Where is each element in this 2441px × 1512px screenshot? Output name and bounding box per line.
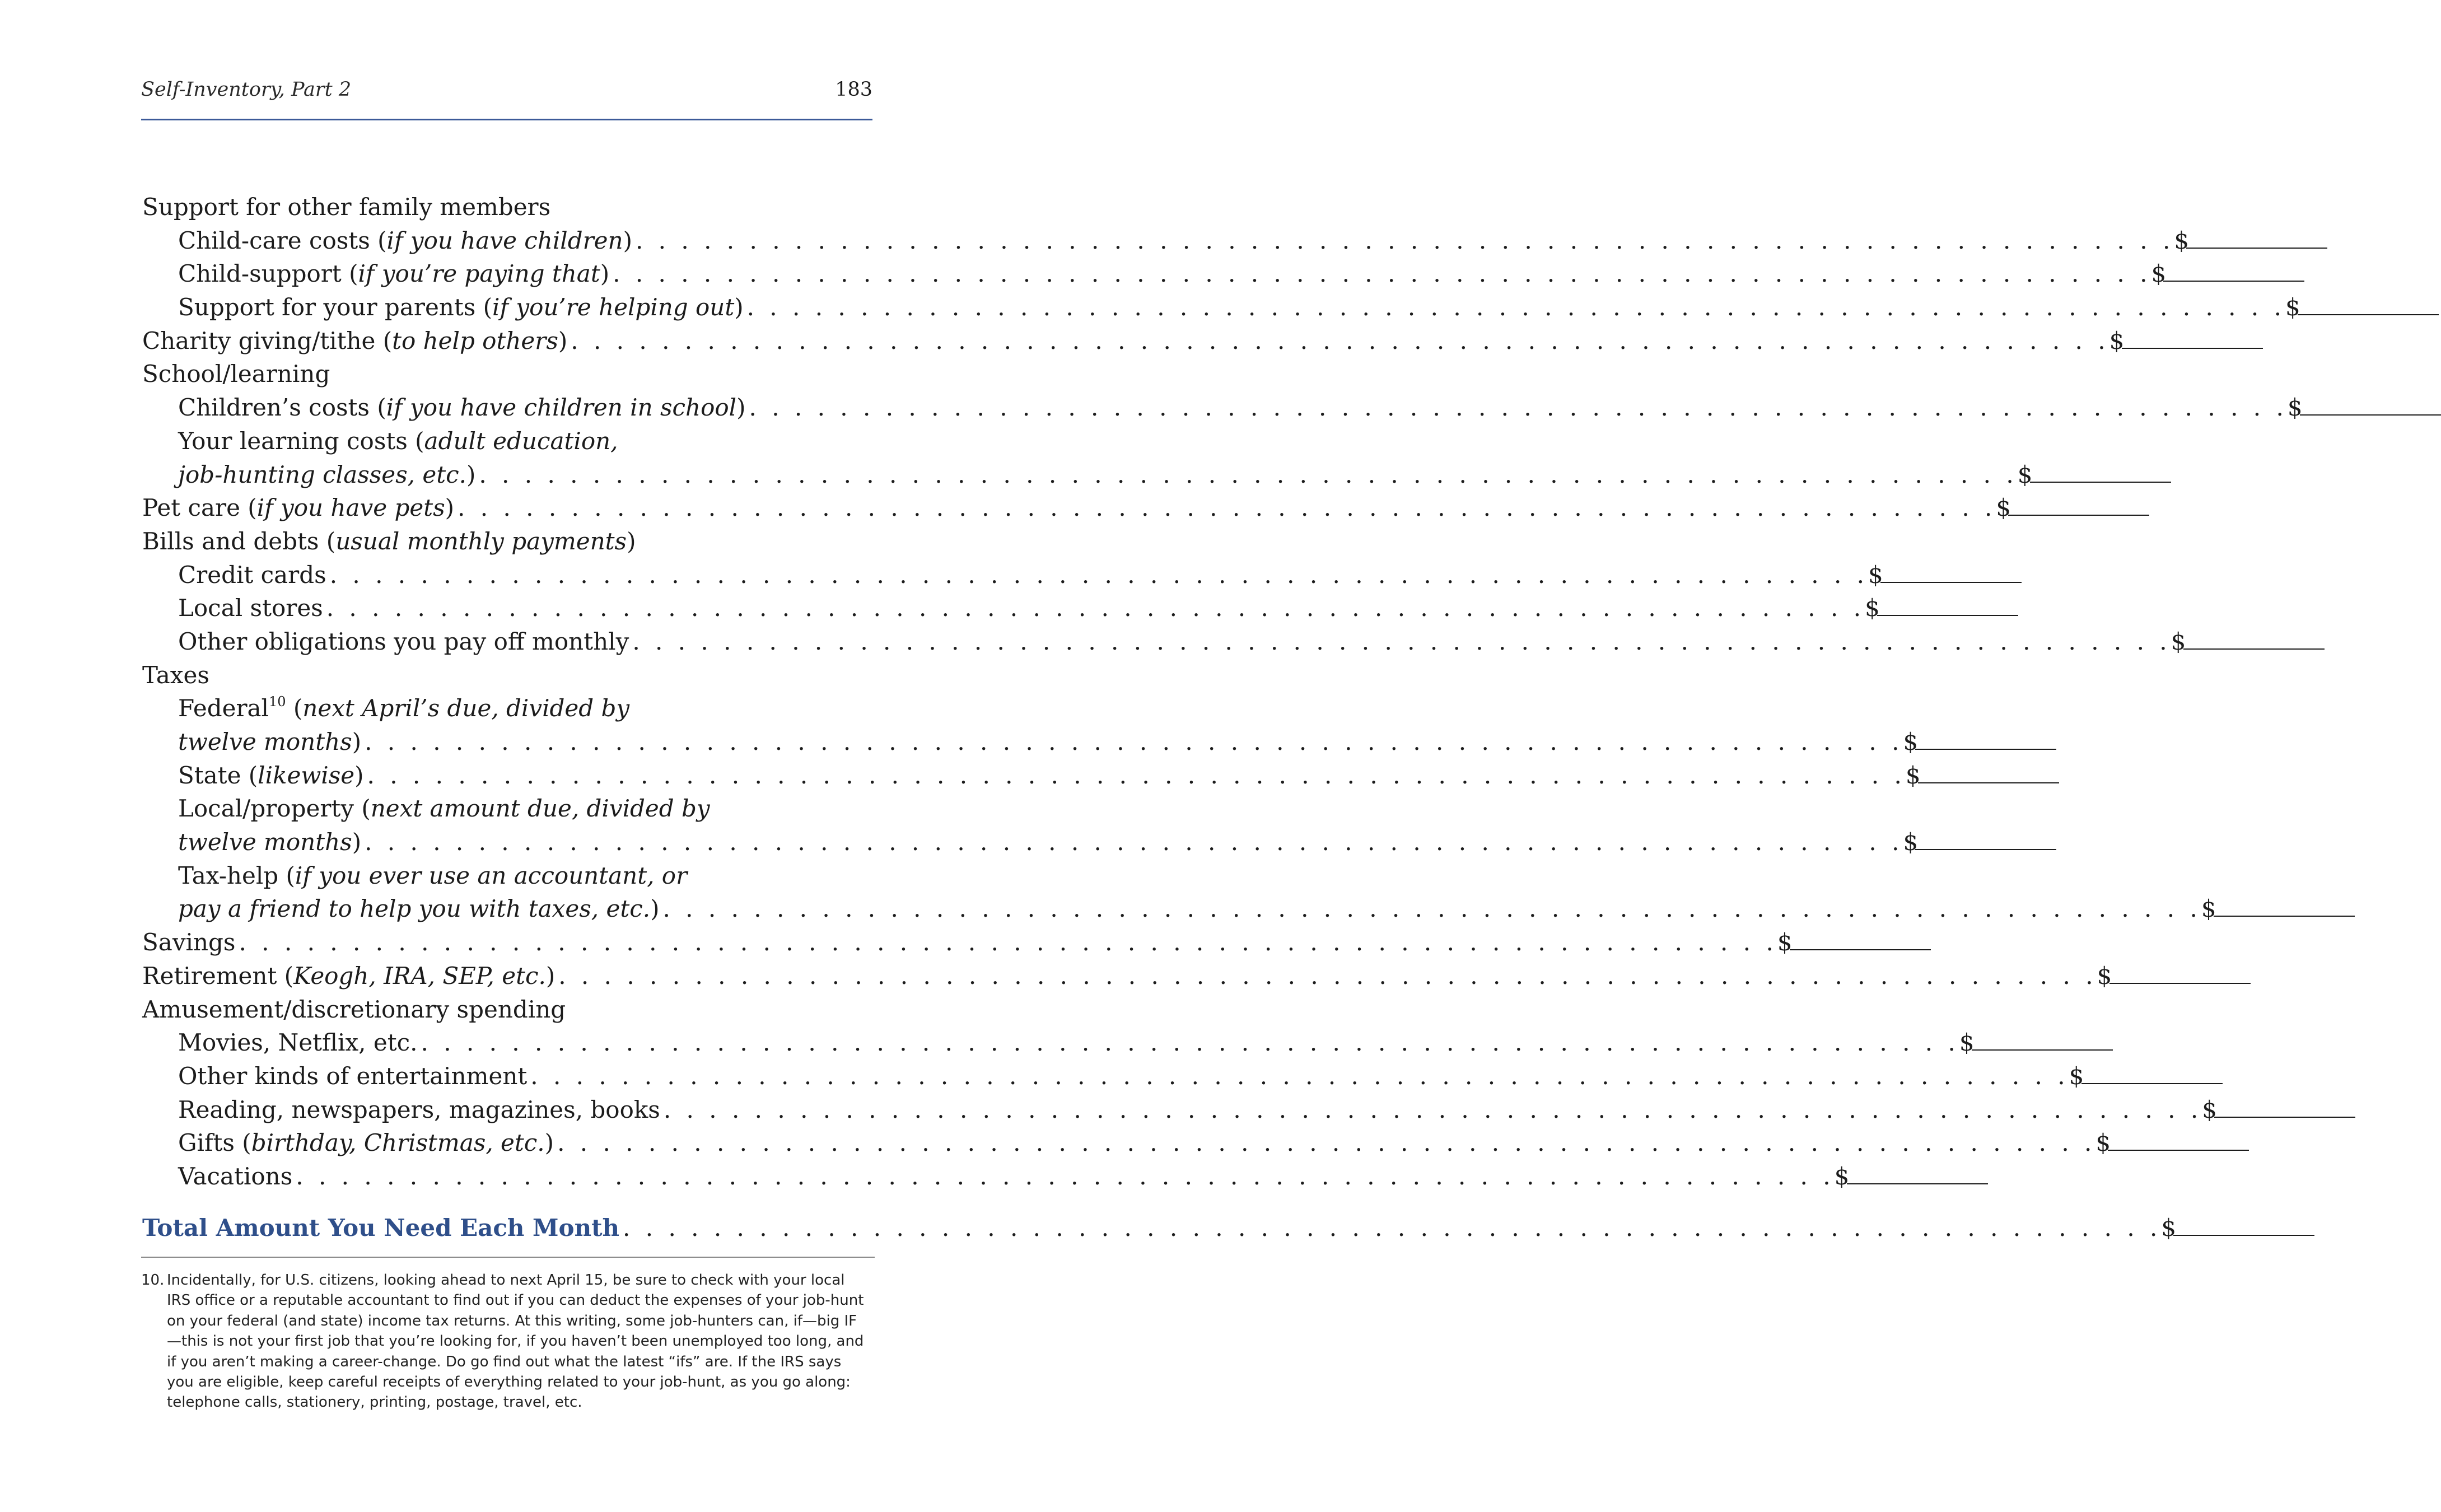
amount-blank[interactable] xyxy=(1915,827,2056,850)
dot-leader: . . . . . . . . . . . . . . . . . . . . . . . . . . . . . . . . . . . . . . . . . . . . . . . . . . . . . . . . . . . . . . . . . . . . xyxy=(479,460,2018,488)
total-label: Total Amount You Need Each Month xyxy=(142,1214,620,1242)
line-label: Other obligations you pay off monthly xyxy=(178,627,629,655)
amount-blank[interactable] xyxy=(2298,292,2439,315)
line-label: Retirement (Keogh, IRA, SEP, etc.) xyxy=(142,962,556,990)
expense-line xyxy=(142,759,1921,792)
dot-leader: . . . . . . . . . . . . . . . . . . . . . . . . . . . . . . . . . . . . . . . . . . . . . . . . . . . . . . . . . . . . . . . . . . . . xyxy=(635,226,2174,254)
dollar-sign: $ xyxy=(1905,761,1921,789)
dot-leader: . . . . . . . . . . . . . . . . . . . . . . . . . . . . . . . . . . . . . . . . . . . . . . . . . . . . . . . . . . . . . . . . . . . . xyxy=(662,895,2201,923)
footnote-text: Incidentally, for U.S. citizens, looking ahead to next April 15, be sure to check with your local IRS office or a reputable accountant to find out if you can deduct the expenses of your job-hunt on your federal (and state) income tax returns. At this writing, some job-hunters can, if—big IF—this is not your first job that you’re looking for, if you haven’t been unemployed too long, and if you aren’t making a career-change. Do go find out what the latest “ifs” are. If the IRS says you are eligible, keep careful receipts of everything related to your job-hunt, as you go along: telephone calls, stationery, printing, postage, travel, etc. xyxy=(167,1272,864,1411)
dollar-sign: $ xyxy=(2069,1062,2084,1090)
line-label: Local/property (next amount due, divided by xyxy=(178,795,710,823)
line-label: Other kinds of entertainment xyxy=(178,1062,528,1090)
dollar-sign: $ xyxy=(2095,1129,2111,1157)
dot-leader: . . . . . . . . . . . . . . . . . . . . . . . . . . . . . . . . . . . . . . . . . . . . . . . . . . . . . . . . . . . . . . . . . . . . xyxy=(296,1162,1835,1190)
dot-leader: . . . . . . . . . . . . . . . . . . . . . . . . . . . . . . . . . . . . . . . . . . . . . . . . . . . . . . . . . . . . . . . . . . . . xyxy=(746,293,2285,321)
dollar-sign: $ xyxy=(1959,1029,1975,1057)
dot-leader: . . . . . . . . . . . . . . . . . . . . . . . . . . . . . . . . . . . . . . . . . . . . . . . . . . . . . . . . . . . . . . . . . . . . xyxy=(367,761,1906,789)
line-label: State (likewise) xyxy=(178,761,364,789)
dot-leader: . . . . . . . . . . . . . . . . . . . . . . . . . . . . . . . . . . . . . . . . . . . . . . . . . . . . . . . . . . . . . . . . . . . . xyxy=(613,260,2151,288)
dollar-sign: $ xyxy=(2202,1095,2217,1123)
amount-blank[interactable] xyxy=(2122,325,2263,349)
line-label: Children’s costs (if you have children in school) xyxy=(178,394,746,422)
amount-blank[interactable] xyxy=(1877,592,2018,616)
dollar-sign: $ xyxy=(2109,326,2125,354)
expense-line xyxy=(142,1126,2111,1160)
expense-line xyxy=(142,324,2125,358)
line-label: Savings xyxy=(142,928,236,956)
expense-line xyxy=(142,725,1919,759)
dot-leader: . . . . . . . . . . . . . . . . . . . . . . . . . . . . . . . . . . . . . . . . . . . . . . . . . . . . . . . . . . . . . . . . . . . . xyxy=(239,928,1777,956)
dollar-sign: $ xyxy=(2285,293,2300,321)
monthly-expense-form xyxy=(142,190,2303,1250)
dot-leader: . . . . . . . . . . . . . . . . . . . . . . . . . . . . . . . . . . . . . . . . . . . . . . . . . . . . . . . . . . . . . . . . . . . . xyxy=(623,1214,2162,1242)
category-heading xyxy=(142,525,870,558)
line-label: Credit cards xyxy=(178,561,326,589)
expense-line xyxy=(142,825,1919,859)
category-heading xyxy=(142,190,870,224)
line-label: Amusement/discretionary spending xyxy=(142,995,566,1023)
dot-leader: . . . . . . . . . . . . . . . . . . . . . . . . . . . . . . . . . . . . . . . . . . . . . . . . . . . . . . . . . . . . . . . . . . . . xyxy=(326,594,1865,622)
dot-leader: . . . . . . . . . . . . . . . . . . . . . . . . . . . . . . . . . . . . . . . . . . . . . . . . . . . . . . . . . . . . . . . . . . . . xyxy=(530,1062,2069,1090)
dollar-sign: $ xyxy=(1996,494,2011,522)
running-title: Self-Inventory, Part 2 xyxy=(141,78,352,101)
amount-blank[interactable] xyxy=(1847,1161,1988,1184)
dot-leader: . . . . . . . . . . . . . . . . . . . . . . . . . . . . . . . . . . . . . . . . . . . . . . . . . . . . . . . . . . . . . . . . . . . . xyxy=(571,326,2109,354)
category-heading xyxy=(142,424,870,458)
expense-line xyxy=(142,1093,2217,1127)
expense-line xyxy=(142,1060,2084,1093)
amount-blank[interactable] xyxy=(2163,258,2304,282)
line-label: Gifts (birthday, Christmas, etc.) xyxy=(178,1129,554,1157)
expense-line xyxy=(142,1160,1850,1193)
expense-line xyxy=(142,458,2033,492)
dollar-sign: $ xyxy=(1903,828,1919,856)
amount-blank[interactable] xyxy=(2109,960,2251,984)
amount-blank[interactable] xyxy=(2030,459,2171,483)
dollar-sign: $ xyxy=(1868,561,1883,589)
amount-blank[interactable] xyxy=(2008,492,2149,516)
dollar-sign: $ xyxy=(2097,962,2112,990)
dollar-sign: $ xyxy=(1903,728,1919,755)
expense-line xyxy=(142,257,2167,291)
footnote-ref: 10 xyxy=(269,694,286,710)
amount-blank[interactable] xyxy=(1918,760,2059,783)
line-label: twelve months) xyxy=(178,828,362,856)
line-label: Federal$^{10}$ (next April’s due, divided by xyxy=(178,694,630,722)
line-label: Tax-help (if you ever use an accountant, or xyxy=(178,861,688,889)
dollar-sign: $ xyxy=(1865,594,1880,622)
line-label: pay a friend to help you with taxes, etc.) xyxy=(178,895,660,923)
dollar-sign: $ xyxy=(2287,394,2303,422)
expense-line xyxy=(142,959,2112,993)
line-label: Vacations xyxy=(178,1162,293,1190)
category-heading xyxy=(142,659,870,692)
amount-blank[interactable] xyxy=(2186,225,2327,249)
dollar-sign: $ xyxy=(1777,928,1793,956)
footnote xyxy=(141,1270,869,1413)
amount-blank[interactable] xyxy=(2183,626,2325,650)
line-label: School/learning xyxy=(142,360,330,388)
amount-blank[interactable] xyxy=(2300,392,2441,416)
line-label: Taxes xyxy=(142,661,209,689)
dollar-sign: $ xyxy=(2161,1214,2177,1242)
category-heading xyxy=(142,792,870,825)
amount-blank[interactable] xyxy=(2214,893,2355,917)
expense-line xyxy=(142,558,1883,592)
expense-line xyxy=(142,491,2011,525)
dot-leader: . . . . . . . . . . . . . . . . . . . . . . . . . . . . . . . . . . . . . . . . . . . . . . . . . . . . . . . . . . . . . . . . . . . . xyxy=(458,494,1996,522)
dollar-sign: $ xyxy=(2171,627,2186,655)
page-number: 183 xyxy=(835,78,872,101)
expense-line xyxy=(142,224,2190,258)
amount-blank[interactable] xyxy=(2081,1061,2223,1084)
dot-leader: . . . . . . . . . . . . . . . . . . . . . . . . . . . . . . . . . . . . . . . . . . . . . . . . . . . . . . . . . . . . . . . . . . . . xyxy=(663,1095,2202,1123)
line-label: twelve months) xyxy=(178,728,362,755)
category-heading xyxy=(142,692,870,725)
total-amount-blank[interactable] xyxy=(2173,1212,2314,1236)
expense-line xyxy=(142,625,2186,659)
category-heading xyxy=(142,859,870,893)
expense-line xyxy=(142,591,1880,625)
total-line xyxy=(142,1206,2177,1250)
amount-blank[interactable] xyxy=(1790,927,1931,950)
amount-blank[interactable] xyxy=(2108,1127,2249,1151)
line-label: Bills and debts (usual monthly payments) xyxy=(142,527,636,555)
category-heading xyxy=(142,993,870,1026)
dollar-sign: $ xyxy=(1834,1162,1850,1190)
line-label: Support for other family members xyxy=(142,193,551,221)
line-label: Support for your parents (if you’re helping out) xyxy=(178,293,744,321)
dollar-sign: $ xyxy=(2201,895,2216,923)
expense-line xyxy=(142,291,2300,324)
line-label: Child-care costs (if you have children) xyxy=(178,226,632,254)
dot-leader: . . . . . . . . . . . . . . . . . . . . . . . . . . . . . . . . . . . . . . . . . . . . . . . . . . . . . . . . . . . . . . . . . . . . xyxy=(557,1129,2096,1157)
dollar-sign: $ xyxy=(2174,226,2190,254)
line-label: Your learning costs (adult education, xyxy=(178,427,618,455)
dot-leader: . . . . . . . . . . . . . . . . . . . . . . . . . . . . . . . . . . . . . . . . . . . . . . . . . . . . . . . . . . . . . . . . . . . . xyxy=(365,728,1903,755)
line-label: Reading, newspapers, magazines, books xyxy=(178,1095,660,1123)
dollar-sign: $ xyxy=(2017,460,2033,488)
line-label: Child-support (if you’re paying that) xyxy=(178,260,610,288)
amount-blank[interactable] xyxy=(1880,559,2022,583)
dollar-sign: $ xyxy=(2151,260,2167,288)
dot-leader: . . . . . . . . . . . . . . . . . . . . . . . . . . . . . . . . . . . . . . . . . . . . . . . . . . . . . . . . . . . . . . . . . . . . xyxy=(632,627,2171,655)
dot-leader: . . . . . . . . . . . . . . . . . . . . . . . . . . . . . . . . . . . . . . . . . . . . . . . . . . . . . . . . . . . . . . . . . . . . xyxy=(749,394,2288,422)
line-label: Movies, Netflix, etc. xyxy=(178,1029,418,1057)
expense-line xyxy=(142,391,2303,424)
amount-blank[interactable] xyxy=(2214,1094,2355,1118)
dot-leader: . . . . . . . . . . . . . . . . . . . . . . . . . . . . . . . . . . . . . . . . . . . . . . . . . . . . . . . . . . . . . . . . . . . . xyxy=(421,1029,1959,1057)
line-label: Pet care (if you have pets) xyxy=(142,494,455,522)
dot-leader: . . . . . . . . . . . . . . . . . . . . . . . . . . . . . . . . . . . . . . . . . . . . . . . . . . . . . . . . . . . . . . . . . . . . xyxy=(558,962,2097,990)
expense-line xyxy=(142,926,1793,959)
header-rule xyxy=(141,119,872,120)
category-heading xyxy=(142,357,870,391)
amount-blank[interactable] xyxy=(1915,726,2056,750)
dot-leader: . . . . . . . . . . . . . . . . . . . . . . . . . . . . . . . . . . . . . . . . . . . . . . . . . . . . . . . . . . . . . . . . . . . . xyxy=(329,561,1869,589)
page-header xyxy=(141,78,872,108)
footnote-number: 10. xyxy=(141,1272,165,1289)
expense-line xyxy=(142,892,2216,926)
amount-blank[interactable] xyxy=(1972,1027,2113,1051)
line-label: Local stores xyxy=(178,594,323,622)
line-label: job-hunting classes, etc.) xyxy=(178,460,476,488)
line-label: Charity giving/tithe (to help others) xyxy=(142,326,568,354)
expense-line xyxy=(142,1026,1975,1060)
footnote-rule xyxy=(141,1257,875,1258)
dot-leader: . . . . . . . . . . . . . . . . . . . . . . . . . . . . . . . . . . . . . . . . . . . . . . . . . . . . . . . . . . . . . . . . . . . . xyxy=(365,828,1903,856)
